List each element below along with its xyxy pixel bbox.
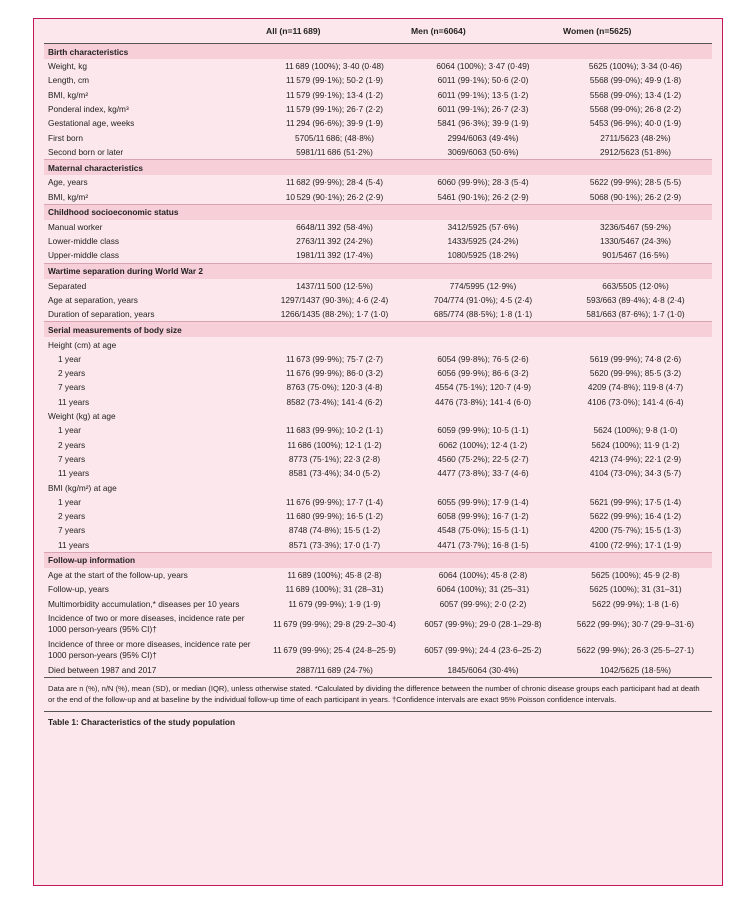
cell-all: 10 529 (90·1%); 26·2 (2·9)	[285, 191, 384, 202]
row-label: Gestational age, weeks	[48, 118, 135, 129]
table-row	[44, 248, 712, 263]
cell-all: 8748 (74·8%); 15·5 (1·2)	[288, 525, 381, 536]
cell-men: 704/774 (91·0%); 4·5 (2·4)	[433, 295, 533, 305]
cell-men: 6064 (100%); 31 (25–31)	[436, 584, 530, 595]
table-row	[44, 366, 712, 380]
cell-all: 8773 (75·1%); 22·3 (2·8)	[288, 453, 381, 464]
table-row	[44, 220, 712, 234]
table-row	[44, 145, 712, 160]
subsection-row	[44, 337, 712, 351]
row-label: 7 years	[58, 453, 86, 464]
cell-men: 6064 (100%); 45·8 (2·8)	[438, 570, 528, 581]
characteristics-table	[44, 19, 712, 677]
table-row	[44, 582, 712, 596]
cell-all: 11 686 (100%); 12·1 (1·2)	[287, 439, 382, 450]
table-row	[44, 509, 712, 523]
header-all: All (n=11 689)	[262, 19, 407, 44]
cell-men: 6057 (99·9%); 2·0 (2·2)	[439, 598, 527, 609]
cell-women: 901/5467 (16·5%)	[602, 250, 669, 261]
table-row	[44, 663, 712, 677]
table-row	[44, 523, 712, 537]
cell-women: 663/5505 (12·0%)	[602, 280, 669, 291]
row-label: Age, years	[48, 177, 88, 188]
cell-women: 5068 (90·1%); 26·2 (2·9)	[589, 191, 682, 202]
cell-men: 4548 (75·0%); 15·5 (1·1)	[437, 525, 529, 536]
table-row	[44, 88, 712, 102]
cell-men: 6054 (99·8%); 76·5 (2·6)	[437, 353, 529, 364]
cell-women: 5622 (99·9%); 30·7 (29·9–31·6)	[576, 618, 695, 629]
table-caption: Table 1: Characteristics of the study population	[44, 711, 712, 732]
cell-all: 11 683 (99·9%); 10·2 (1·1)	[286, 425, 383, 436]
subsection-title: BMI (kg/m²) at age	[48, 482, 117, 493]
table-row	[44, 352, 712, 366]
cell-all: 5981/11 686 (51·2%)	[296, 146, 373, 157]
cell-men: 685/774 (88·5%); 1·8 (1·1)	[433, 309, 533, 320]
row-label: Incidence of three or more diseases, incidence rate per 1000 person-years (95% CI)†	[48, 639, 251, 660]
row-label: 1 year	[58, 496, 82, 507]
cell-all: 11 679 (99·9%); 25·4 (24·8–25·9)	[273, 644, 396, 655]
cell-men: 6055 (99·9%); 17·9 (1·4)	[437, 496, 529, 507]
header-men: Men (n=6064)	[407, 19, 559, 44]
section-title: Serial measurements of body size	[44, 322, 712, 338]
cell-all: 11 676 (99·9%); 17·7 (1·4)	[286, 496, 383, 507]
section-header-row	[44, 204, 712, 220]
cell-men: 6011 (99·1%); 13·5 (1·2)	[437, 89, 529, 100]
section-header-row	[44, 322, 712, 338]
cell-all: 2763/11 392 (24·2%)	[296, 236, 373, 247]
table-container	[44, 19, 712, 732]
subsection-title: Weight (kg) at age	[48, 411, 116, 422]
cell-all: 1437/11 500 (12·5%)	[296, 280, 373, 291]
cell-women: 4200 (75·7%); 15·5 (1·3)	[589, 525, 682, 536]
section-title: Childhood socioeconomic status	[44, 204, 712, 220]
cell-all: 8571 (73·3%); 17·0 (1·7)	[288, 539, 381, 550]
cell-all: 11 680 (99·9%); 16·5 (1·2)	[286, 511, 383, 522]
cell-all: 1297/1437 (90·3%); 4·6 (2·4)	[280, 295, 389, 305]
cell-all: 11 689 (100%); 31 (28–31)	[285, 584, 384, 595]
cell-women: 4213 (74·9%); 22·1 (2·9)	[589, 453, 682, 464]
table-row	[44, 395, 712, 409]
row-label: BMI, kg/m²	[48, 191, 89, 202]
cell-women: 5625 (100%); 31 (31–31)	[589, 584, 682, 595]
cell-women: 4100 (72·9%); 17·1 (1·9)	[589, 539, 682, 550]
cell-women: 4104 (73·0%); 34·3 (5·7)	[589, 468, 682, 479]
cell-men: 774/5995 (12·9%)	[449, 280, 517, 291]
cell-women: 5568 (99·0%); 13·4 (1·2)	[589, 89, 682, 100]
header-label	[44, 19, 262, 44]
row-label: 2 years	[58, 368, 86, 379]
cell-women: 2711/5623 (48·2%)	[600, 132, 671, 143]
header-women: Women (n=5625)	[559, 19, 712, 44]
section-title: Wartime separation during World War 2	[44, 263, 712, 279]
row-label: Lower-middle class	[48, 236, 120, 247]
cell-all: 11 689 (100%); 45·8 (2·8)	[287, 570, 382, 581]
cell-women: 2912/5623 (51·8%)	[599, 146, 672, 157]
row-label: Age at the start of the follow-up, years	[48, 570, 188, 581]
cell-men: 2994/6063 (49·4%)	[447, 132, 519, 143]
row-label: 7 years	[58, 382, 86, 393]
cell-women: 5622 (99·9%); 26·3 (25·5–27·1)	[576, 644, 695, 655]
cell-women: 5621 (99·9%); 17·5 (1·4)	[589, 496, 682, 507]
cell-women: 5624 (100%); 9·8 (1·0)	[593, 425, 678, 436]
row-label: Weight, kg	[48, 61, 88, 72]
cell-all: 5705/11 686; (48·8%)	[295, 132, 374, 143]
section-header-row	[44, 552, 712, 568]
cell-all: 11 579 (99·1%); 26·7 (2·2)	[286, 104, 383, 115]
cell-women: 5453 (96·9%); 40·0 (1·9)	[589, 118, 682, 129]
row-label: Second born or later	[48, 146, 124, 157]
table-row	[44, 495, 712, 509]
cell-men: 5461 (90·1%); 26·2 (2·9)	[437, 191, 529, 202]
cell-all: 11 579 (99·1%); 13·4 (1·2)	[286, 89, 383, 100]
table-row	[44, 438, 712, 452]
cell-women: 593/663 (89·4%); 4·8 (2·4)	[586, 295, 685, 305]
row-label: BMI, kg/m²	[48, 89, 89, 100]
subsection-title: Height (cm) at age	[48, 339, 117, 350]
cell-men: 4471 (73·7%); 16·8 (1·5)	[437, 539, 529, 550]
cell-all: 11 676 (99·9%); 86·0 (3·2)	[286, 368, 383, 379]
cell-women: 5568 (99·0%); 26·8 (2·2)	[589, 104, 682, 115]
cell-men: 6056 (99·9%); 86·6 (3·2)	[437, 368, 529, 379]
cell-men: 6059 (99·9%); 10·5 (1·1)	[437, 425, 529, 436]
cell-men: 3069/6063 (50·6%)	[447, 146, 519, 157]
cell-all: 6648/11 392 (58·4%)	[296, 221, 373, 232]
section-header-row	[44, 263, 712, 279]
row-label: Multimorbidity accumulation,* diseases per 10 years	[48, 598, 240, 609]
cell-women: 4106 (73·0%); 141·4 (6·4)	[587, 396, 684, 407]
row-label: Manual worker	[48, 221, 103, 232]
table-row	[44, 423, 712, 437]
cell-women: 5625 (100%); 3·34 (0·46)	[588, 61, 683, 72]
cell-women: 5622 (99·9%); 28·5 (5·5)	[589, 177, 682, 188]
cell-all: 11 673 (99·9%); 75·7 (2·7)	[286, 353, 383, 364]
cell-all: 11 294 (96·6%); 39·9 (1·9)	[286, 118, 383, 129]
cell-men: 4560 (75·2%); 22·5 (2·7)	[437, 453, 529, 464]
table-row	[44, 73, 712, 87]
cell-men: 6011 (99·1%); 26·7 (2·3)	[437, 104, 529, 115]
row-label: Died between 1987 and 2017	[48, 664, 157, 675]
table-row	[44, 189, 712, 204]
cell-men: 4476 (73·8%); 141·4 (6·0)	[435, 396, 531, 407]
cell-all: 1266/1435 (88·2%); 1·7 (1·0)	[280, 309, 389, 320]
table-row	[44, 307, 712, 322]
row-label: 11 years	[58, 468, 90, 479]
row-label: Upper-middle class	[48, 250, 120, 261]
table-row	[44, 293, 712, 307]
section-title: Maternal characteristics	[44, 160, 712, 176]
table-row	[44, 102, 712, 116]
cell-women: 5620 (99·9%); 85·5 (3·2)	[589, 368, 682, 379]
cell-all: 1981/11 392 (17·4%)	[296, 250, 373, 261]
table-row	[44, 637, 712, 663]
table-row	[44, 279, 712, 293]
section-header-row	[44, 160, 712, 176]
cell-women: 5622 (99·9%); 1·8 (1·6)	[592, 598, 679, 609]
row-label: 11 years	[58, 539, 90, 550]
cell-all: 11 682 (99·9%); 28·4 (5·4)	[286, 177, 383, 188]
table-row	[44, 538, 712, 553]
table-row	[44, 380, 712, 394]
cell-all: 11 579 (99·1%); 50·2 (1·9)	[286, 75, 383, 86]
cell-women: 1330/5467 (24·3%)	[599, 236, 672, 247]
row-label: Duration of separation, years	[48, 309, 155, 320]
cell-all: 11 689 (100%); 3·40 (0·48)	[285, 61, 384, 72]
cell-all: 8582 (73·4%); 141·4 (6·2)	[286, 396, 383, 407]
table-row	[44, 116, 712, 130]
header-row	[44, 19, 712, 44]
cell-men: 4554 (75·1%); 120·7 (4·9)	[435, 382, 531, 393]
row-label: First born	[48, 132, 84, 143]
row-label: 11 years	[58, 396, 90, 407]
cell-men: 5841 (96·3%); 39·9 (1·9)	[437, 118, 529, 129]
row-label: Follow-up, years	[48, 584, 109, 595]
cell-men: 3412/5925 (57·6%)	[447, 221, 519, 232]
row-label: 2 years	[58, 439, 86, 450]
cell-men: 6057 (99·9%); 29·0 (28·1–29·8)	[424, 618, 542, 629]
row-label: Incidence of two or more diseases, incidence rate per 1000 person-years (95% CI)†	[48, 613, 245, 634]
subsection-row	[44, 409, 712, 423]
cell-women: 5624 (100%); 11·9 (1·2)	[591, 439, 680, 450]
table-frame	[33, 18, 723, 886]
row-label: Separated	[48, 280, 87, 291]
table-row	[44, 597, 712, 611]
cell-men: 6058 (99·9%); 16·7 (1·2)	[437, 511, 529, 522]
cell-men: 1080/5925 (18·2%)	[447, 250, 519, 261]
cell-all: 11 679 (99·9%); 29·8 (29·2–30·4)	[273, 618, 396, 629]
row-label: Age at separation, years	[48, 295, 138, 305]
cell-all: 8581 (73·4%); 34·0 (5·2)	[288, 468, 381, 479]
table-row	[44, 568, 712, 582]
cell-men: 6011 (99·1%); 50·6 (2·0)	[437, 75, 529, 86]
table-row	[44, 175, 712, 189]
cell-women: 5625 (100%); 45·9 (2·8)	[591, 570, 680, 581]
cell-women: 5568 (99·0%); 49·9 (1·8)	[589, 75, 682, 86]
cell-women: 5622 (99·9%); 16·4 (1·2)	[589, 511, 682, 522]
row-label: Length, cm	[48, 75, 90, 86]
cell-women: 581/663 (87·6%); 1·7 (1·0)	[586, 309, 685, 320]
cell-men: 4477 (73·8%); 33·7 (4·6)	[437, 468, 529, 479]
section-title: Birth characteristics	[44, 44, 712, 60]
cell-women: 4209 (74·8%); 119·8 (4·7)	[587, 382, 684, 393]
row-label: 1 year	[58, 353, 82, 364]
subsection-row	[44, 480, 712, 494]
cell-all: 8763 (75·0%); 120·3 (4·8)	[286, 382, 383, 393]
table-row	[44, 466, 712, 480]
row-label: 2 years	[58, 511, 86, 522]
section-header-row	[44, 44, 712, 60]
table-footnotes: Data are n (%), n/N (%), mean (SD), or median (IQR), unless otherwise stated. *Calculated by dividing the difference between the number of chronic disease groups each participant had at death or the end of the follow-up and at baseline by the individual follow-up time of each participant in years. †Confidence intervals are exact 95% Poisson confidence intervals.	[44, 677, 712, 711]
cell-men: 6064 (100%); 3·47 (0·49)	[436, 61, 530, 72]
table-body	[44, 44, 712, 678]
table-row	[44, 234, 712, 248]
cell-women: 5619 (99·9%); 74·8 (2·6)	[589, 353, 682, 364]
row-label: Ponderal index, kg/m³	[48, 104, 129, 115]
cell-men: 1433/5925 (24·2%)	[447, 236, 519, 247]
table-row	[44, 452, 712, 466]
cell-all: 2887/11 689 (24·7%)	[296, 664, 373, 675]
row-label: 7 years	[58, 525, 86, 536]
table-row	[44, 130, 712, 144]
table-row	[44, 59, 712, 73]
cell-men: 6060 (99·9%); 28·3 (5·4)	[437, 177, 529, 188]
row-label: 1 year	[58, 425, 82, 436]
table-row	[44, 611, 712, 637]
cell-men: 6062 (100%); 12·4 (1·2)	[438, 439, 528, 450]
cell-women: 3236/5467 (59·2%)	[599, 221, 672, 232]
cell-women: 1042/5625 (18·5%)	[599, 664, 672, 675]
cell-men: 6057 (99·9%); 24·4 (23·6–25·2)	[424, 644, 542, 655]
cell-men: 1845/6064 (30·4%)	[447, 664, 519, 675]
section-title: Follow-up information	[44, 552, 712, 568]
cell-all: 11 679 (99·9%); 1·9 (1·9)	[288, 598, 381, 609]
